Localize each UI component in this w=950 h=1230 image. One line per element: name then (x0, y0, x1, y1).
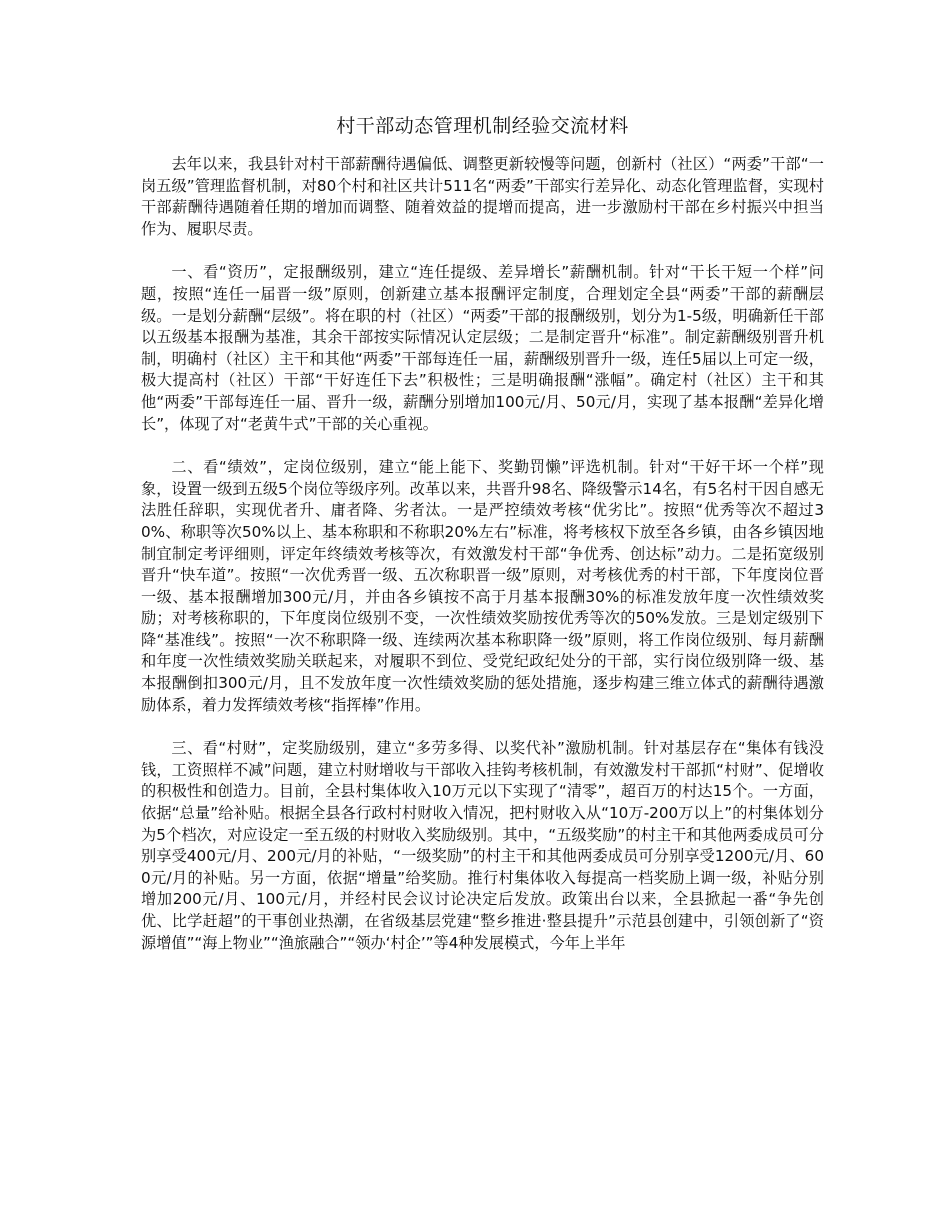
section-two-paragraph: 二、看“绩效”，定岗位级别，建立“能上能下、奖勤罚懒”评选机制。针对“干好干坏一个样”现象，设置一级到五级5个岗位等级序列。改革以来，共晋升98名、降级警示14名，有5名村干因自感无法胜任辞职，实现优者升、庸者降、劣者汰。一是严控绩效考核“优劣比”。按照“优秀等次不超过30%、称职等次50%以上、基本称职和不称职20%左右”标准，将考核权下放至各乡镇，由各乡镇因地制宜制定考评细则，评定年终绩效考核等次，有效激发村干部“争优秀、创达标”动力。二是拓宽级别晋升“快车道”。按照“一次优秀晋一级、五次称职晋一级”原则，对考核优秀的村干部，下年度岗位晋一级、基本报酬增加300元/月，并由各乡镇按不高于月基本报酬30%的标准发放年度一次性绩效奖励；对考核称职的，下年度岗位级别不变，一次性绩效奖励按优秀等次的50%发放。三是划定级别下降“基准线”。按照“一次不称职降一级、连续两次基本称职降一级”原则，将工作岗位级别、每月薪酬和年度一次性绩效奖励关联起来，对履职不到位、受党纪政纪处分的干部，实行岗位级别降一级、基本报酬倒扣300元/月，且不发放年度一次性绩效奖励的惩处措施，逐步构建三维立体式的薪酬待遇激励体系，着力发挥绩效考核“指挥棒”作用。 (141, 458, 824, 714)
document-page (141, 112, 824, 954)
document-title: 村干部动态管理机制经验交流材料 (336, 115, 629, 137)
intro-paragraph: 去年以来，我县针对村干部薪酬待遇偏低、调整更新较慢等问题，创新村（社区）“两委”干部“一岗五级”管理监督机制，对80个村和社区共计511名“两委”干部实行差异化、动态化管理监督，实现村干部薪酬待遇随着任期的增加而调整、随着效益的提增而提高，进一步激励村干部在乡村振兴中担当作为、履职尽责。 (141, 155, 824, 238)
section-one-paragraph: 一、看“资历”，定报酬级别，建立“连任提级、差异增长”薪酬机制。针对“干长干短一个样”问题，按照“连任一届晋一级”原则，创新建立基本报酬评定制度，合理划定全县“两委”干部的薪酬层级。一是划分薪酬“层级”。将在职的村（社区）“两委”干部的报酬级别，划分为1-5级，明确新任干部以五级基本报酬为基准，其余干部按实际情况认定层级；二是制定晋升“标准”。制定薪酬级别晋升机制，明确村（社区）主干和其他“两委”干部每连任一届，薪酬级别晋升一级，连任5届以上可定一级，极大提高村（社区）干部“干好连任下去”积极性；三是明确报酬“涨幅”。确定村（社区）主干和其他“两委”干部每连任一届、晋升一级，薪酬分别增加100元/月、50元/月，实现了基本报酬“差异化增长”，体现了对“老黄牛式”干部的关心重视。 (141, 263, 824, 433)
section-three-paragraph: 三、看“村财”，定奖励级别，建立“多劳多得、以奖代补”激励机制。针对基层存在“集体有钱没钱，工资照样不减”问题，建立村财增收与干部收入挂钩考核机制，有效激发村干部抓“村财”、促增收的积极性和创造力。目前，全县村集体收入10万元以下实现了“清零”，超百万的村达15个。一方面，依据“总量”给补贴。根据全县各行政村村财收入情况，把村财收入从“10万-200万以上”的村集体划分为5个档次，对应设定一至五级的村财收入奖励级别。其中，“五级奖励”的村主干和其他两委成员可分别享受400元/月、200元/月的补贴，“一级奖励”的村主干和其他两委成员可分别享受1200元/月、600元/月的补贴。另一方面，依据“增量”给奖励。推行村集体收入每提高一档奖励上调一级，补贴分别增加200元/月、100元/月，并经村民会议讨论决定后发放。政策出台以来，全县掀起一番“争先创优、比学赶超”的干事创业热潮，在省级基层党建“整乡推进·整县提升”示范县创建中，引领创新了“资源增值”“海上物业”“渔旅融合”“领办‘村企’”等4种发展模式，今年上半年 (141, 739, 824, 952)
